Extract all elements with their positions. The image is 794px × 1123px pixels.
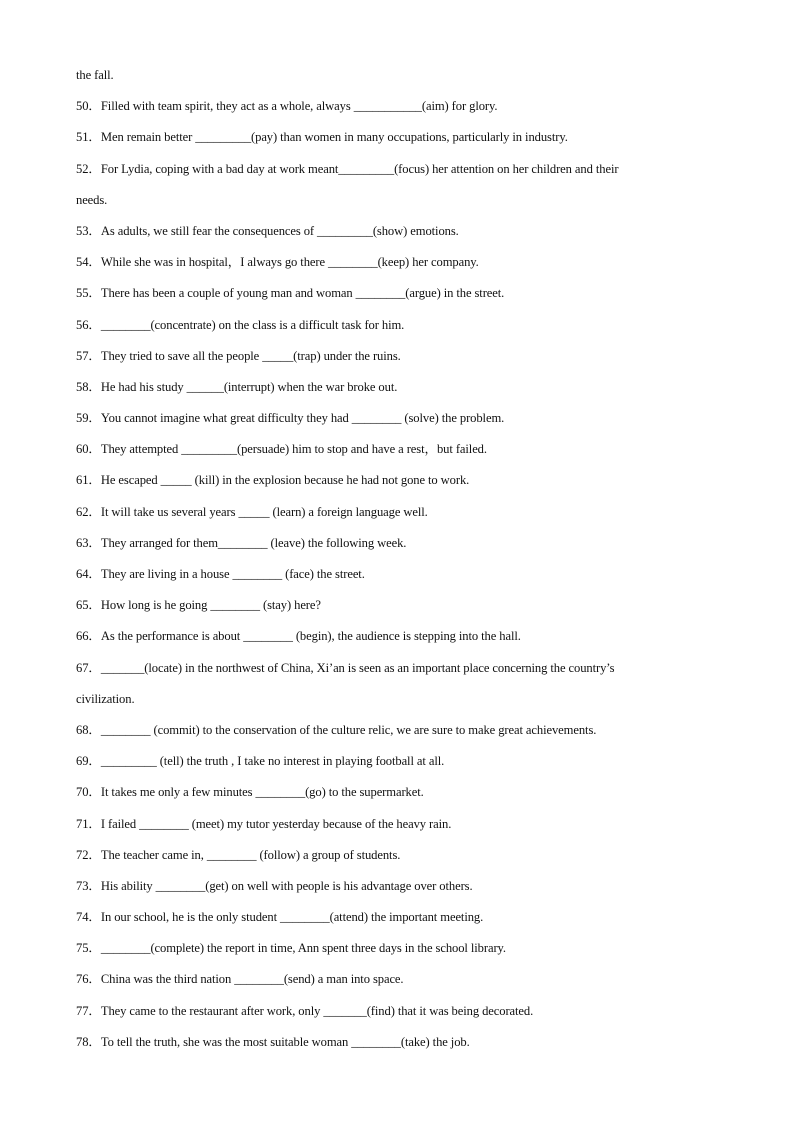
question-53: 53．As adults, we still fear the consequences of _________(show) emotions. bbox=[76, 223, 459, 238]
question-72: 72．The teacher came in, ________ (follow) a group of students. bbox=[76, 847, 401, 862]
question-63: 63．They arranged for them________ (leave) the following week. bbox=[76, 535, 407, 550]
question-65: 65．How long is he going ________ (stay) here? bbox=[76, 598, 321, 613]
question-64: 64．They are living in a house ________ (face) the street. bbox=[76, 567, 365, 581]
question-58: 58．He had his study ______(interrupt) when the war broke out. bbox=[76, 379, 398, 394]
question-52-continuation: needs. bbox=[76, 192, 108, 207]
question-50: 50．Filled with team spirit, they act as a whole, always ___________(aim) for glory. bbox=[76, 99, 498, 114]
question-60: 60．They attempted _________(persuade) him to stop and have a rest，but failed. bbox=[76, 442, 487, 457]
question-61: 61．He escaped _____ (kill) in the explosion because he had not gone to work. bbox=[76, 473, 470, 488]
question-73: 73．His ability ________(get) on well with people is his advantage over others. bbox=[76, 878, 473, 893]
question-56: 56．________(concentrate) on the class is a difficult task for him. bbox=[76, 317, 405, 332]
question-59: 59．You cannot imagine what great difficulty they had ________ (solve) the problem. bbox=[76, 411, 505, 426]
question-66: 66．As the performance is about ________ (begin), the audience is stepping into the hall. bbox=[76, 629, 521, 644]
question-55: 55．There has been a couple of young man and woman ________(argue) in the street. bbox=[76, 286, 505, 301]
question-54: 54．While she was in hospital，I always go there ________(keep) her company. bbox=[76, 255, 479, 270]
question-52: 52．For Lydia, coping with a bad day at work meant_________(focus) her attention on her children and their bbox=[76, 161, 619, 176]
question-62: 62．It will take us several years _____ (learn) a foreign language well. bbox=[76, 504, 428, 519]
question-71: 71．I failed ________ (meet) my tutor yesterday because of the heavy rain. bbox=[76, 816, 452, 831]
question-51: 51．Men remain better _________(pay) than women in many occupations, particularly in industry. bbox=[76, 130, 568, 145]
question-69: 69．_________ (tell) the truth , I take no interest in playing football at all. bbox=[76, 754, 445, 769]
question-68: 68．________ (commit) to the conservation of the culture relic, we are sure to make great achievements. bbox=[76, 722, 597, 737]
question-74: 74．In our school, he is the only student ________(attend) the important meeting. bbox=[76, 910, 484, 925]
continuation-line: the fall. bbox=[76, 68, 114, 82]
question-75: 75．________(complete) the report in time, Ann spent three days in the school library. bbox=[76, 941, 506, 956]
exercise-list bbox=[76, 64, 700, 1062]
question-77: 77．They came to the restaurant after work, only _______(find) that it was being decorated. bbox=[76, 1003, 534, 1018]
question-67-continuation: civilization. bbox=[76, 691, 135, 706]
question-78: 78．To tell the truth, she was the most suitable woman ________(take) the job. bbox=[76, 1034, 470, 1049]
question-67: 67．_______(locate) in the northwest of China, Xi’an is seen as an important place concerning the country’s bbox=[76, 660, 615, 675]
question-70: 70．It takes me only a few minutes ________(go) to the supermarket. bbox=[76, 785, 424, 800]
question-76: 76．China was the third nation ________(send) a man into space. bbox=[76, 972, 404, 987]
question-57: 57．They tried to save all the people _____(trap) under the ruins. bbox=[76, 348, 401, 363]
